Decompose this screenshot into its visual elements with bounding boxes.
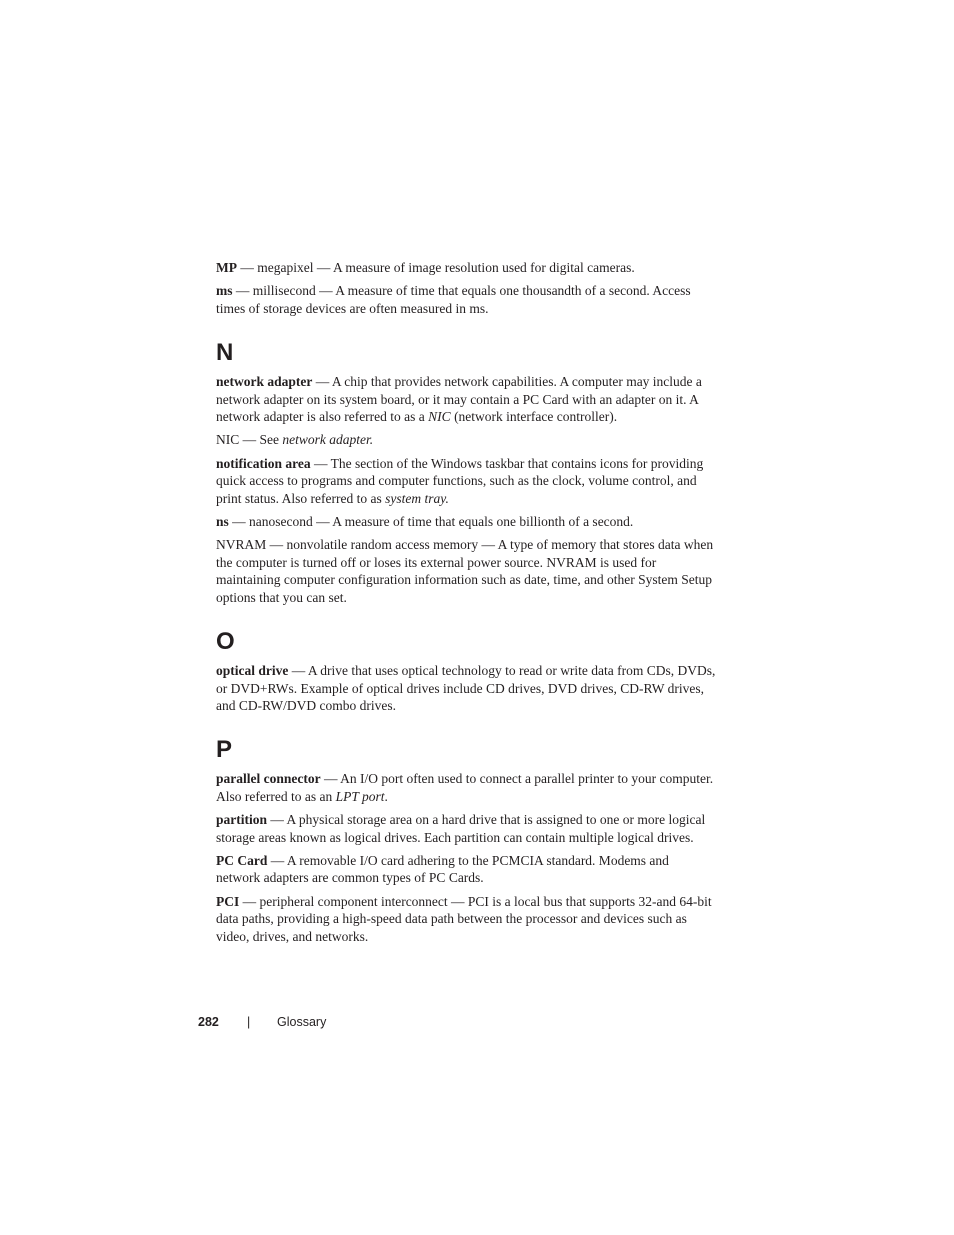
entry-text: — A chip that provides network capabilities. A computer may include a network adapter on its system board, or it may contain a PC Card with an adapter on it. A network adapter is also referred to as a	[216, 374, 702, 425]
glossary-entry-pci	[216, 893, 716, 945]
entry-term: ms	[216, 283, 233, 299]
footer-section-title: Glossary	[277, 1015, 327, 1029]
entry-text: — nonvolatile random access memory — A type of memory that stores data when the computer is turned off or loses its external power source. NVRAM is used for maintaining computer configuration information such as date, time, and other System Setup options that you can set.	[216, 537, 714, 605]
glossary-entry-ms	[216, 282, 716, 317]
entry-emphasis: network adapter.	[282, 432, 374, 448]
entry-term: notification area	[216, 455, 311, 471]
glossary-entry-notification-area	[216, 455, 716, 507]
entry-text: — The section of the Windows taskbar that contains icons for providing quick access to programs and computer functions, such as the clock, volume control, and print status. Also referred to as	[216, 455, 704, 506]
footer-separator: |	[247, 1015, 251, 1029]
entry-text: — megapixel — A measure of image resolution used for digital cameras.	[237, 260, 635, 275]
entry-emphasis: LPT port	[335, 788, 385, 804]
entry-text: — A drive that uses optical technology to read or write data from CDs, DVDs, or DVD+RWs. Example of optical drives include CD drives, DVD drives, CD-RW drives, and CD-RW/DVD combo drives.	[216, 663, 716, 713]
glossary-entry-optical-drive	[216, 662, 716, 714]
section-letter-n: N	[216, 339, 234, 367]
section-letter-o: O	[216, 628, 235, 656]
entry-emphasis: system tray.	[385, 490, 449, 506]
glossary-entry-pc-card	[216, 852, 716, 887]
entry-emphasis: NIC	[428, 409, 451, 425]
entry-text-after: .	[384, 788, 388, 804]
glossary-content	[216, 259, 716, 951]
entry-term: PC Card	[216, 852, 268, 868]
entry-term: network adapter	[216, 374, 313, 390]
entry-term: optical drive	[216, 663, 289, 679]
entry-term: ns	[216, 514, 229, 530]
entry-text: — A physical storage area on a hard drive that is assigned to one or more logical storage areas known as logical drives. Each partition can contain multiple logical drives.	[216, 812, 706, 845]
section-letter-p: P	[216, 736, 233, 764]
entry-term: NIC	[216, 432, 240, 448]
glossary-entry-nic	[216, 431, 716, 448]
entry-text-after: (network interface controller).	[450, 409, 618, 425]
entry-term: partition	[216, 812, 268, 828]
entry-text: — An I/O port often used to connect a parallel printer to your computer. Also referred to as an	[216, 771, 714, 804]
page-footer	[198, 1015, 498, 1035]
entry-text: — millisecond — A measure of time that equals one thousandth of a second. Access times of storage devices are often measured in ms.	[216, 283, 691, 316]
glossary-entry-network-adapter	[216, 373, 716, 425]
entry-term: parallel connector	[216, 771, 321, 787]
glossary-entry-ns	[216, 513, 716, 530]
entry-text: — nanosecond — A measure of time that equals one billionth of a second.	[228, 514, 634, 530]
entry-term: MP	[216, 260, 237, 275]
entry-term: NVRAM	[216, 537, 267, 553]
glossary-entry-nvram	[216, 536, 716, 606]
entry-term: PCI	[216, 893, 240, 909]
glossary-entry-mp	[216, 259, 716, 276]
entry-text: — See	[239, 432, 283, 448]
glossary-entry-parallel-connector	[216, 770, 716, 805]
page-number: 282	[198, 1015, 219, 1029]
glossary-entry-partition	[216, 811, 716, 846]
entry-text: — peripheral component interconnect — PCI is a local bus that supports 32-and 64-bit data paths, providing a high-speed data path between the processor and devices such as video, drives, and networks.	[216, 893, 712, 944]
entry-text: — A removable I/O card adhering to the PCMCIA standard. Modems and network adapters are common types of PC Cards.	[216, 852, 669, 886]
